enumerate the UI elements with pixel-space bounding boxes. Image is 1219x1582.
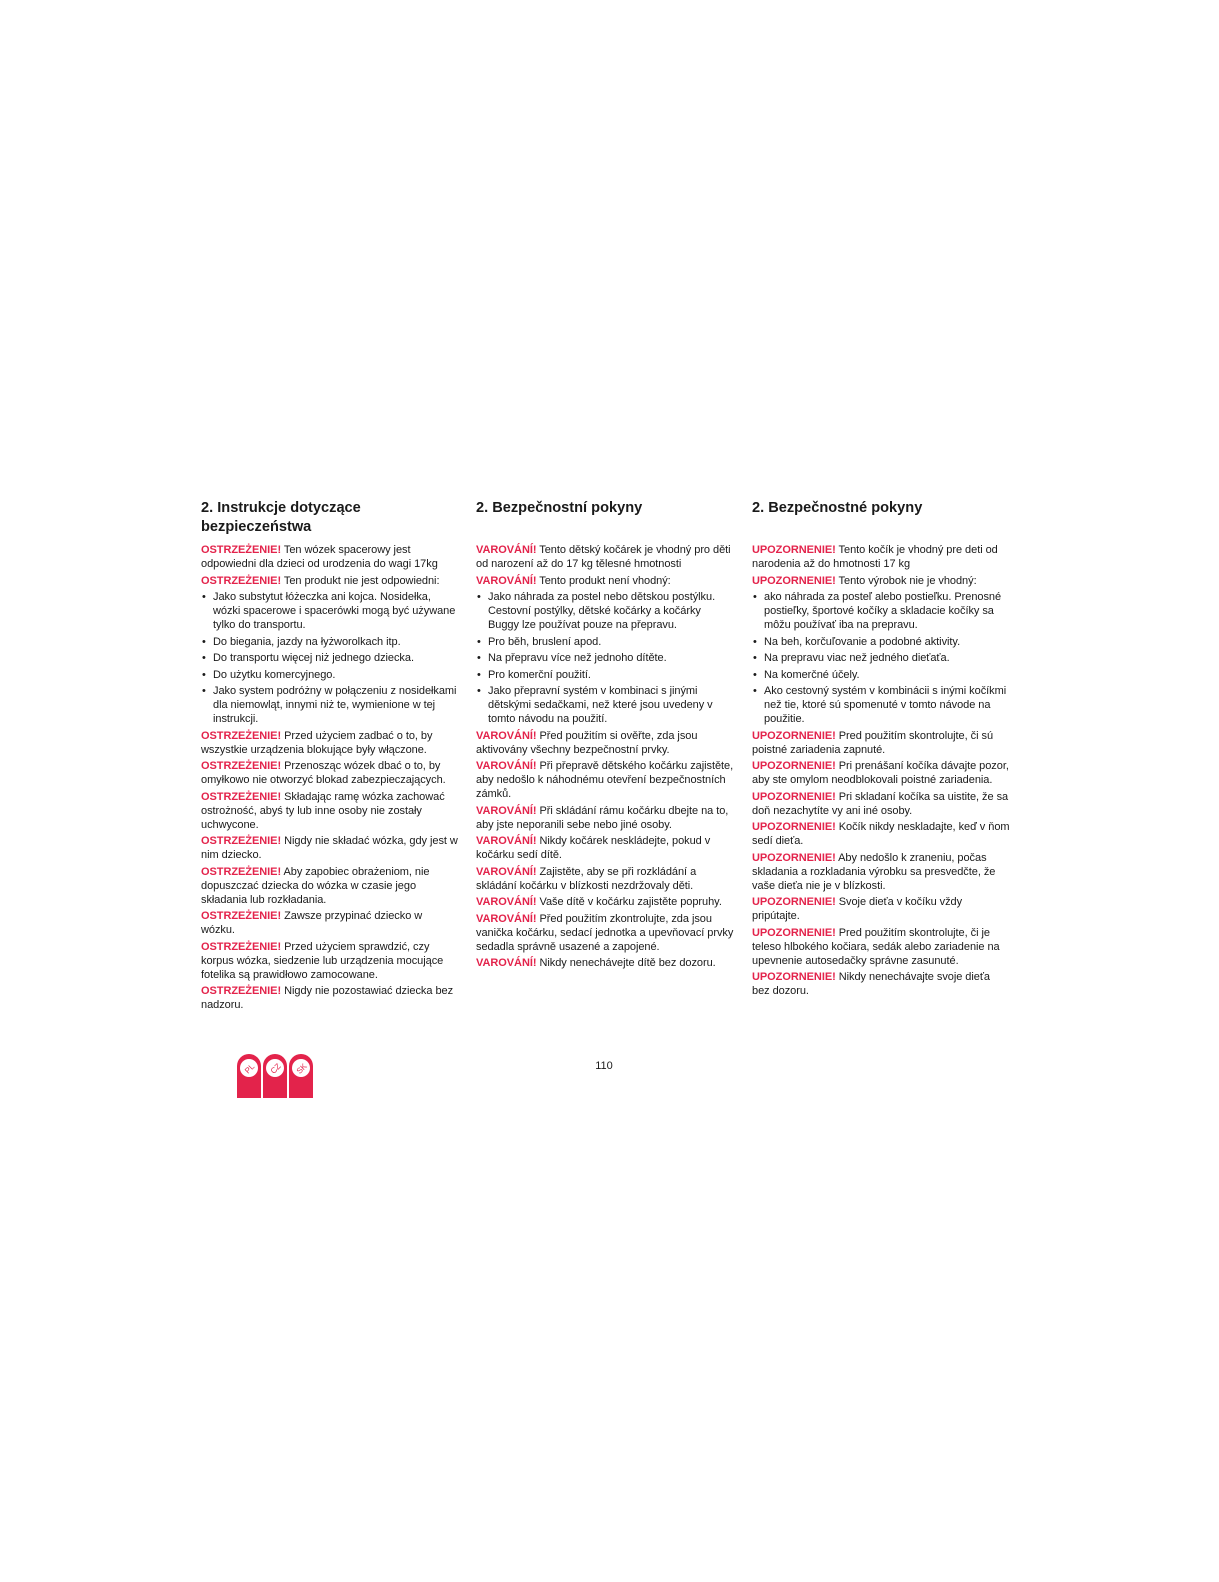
warning-paragraph bbox=[201, 729, 459, 757]
language-tab-pl bbox=[237, 1054, 261, 1098]
warning-text: Před použitím si ověřte, zda jsou aktivovány všechny bezpečnostní prvky. bbox=[476, 729, 698, 756]
warning-paragraph bbox=[752, 895, 1010, 923]
warning-label: UPOZORNENIE! bbox=[752, 851, 836, 864]
warning-text: Nigdy nie pozostawiać dziecka bez nadzoru. bbox=[201, 985, 454, 1011]
warning-text: Pred použitím skontrolujte, či sú poistné zariadenia zapnuté. bbox=[752, 729, 994, 756]
warning-paragraph bbox=[201, 543, 459, 571]
content-cz bbox=[476, 543, 734, 970]
language-tab-sk-label: SK bbox=[294, 1061, 309, 1076]
content-sk bbox=[752, 543, 1010, 998]
warning-text: Przenosząc wózek dbać o to, by omyłkowo nie otworzyć blokad zabezpieczających. bbox=[201, 760, 446, 786]
warning-text: Nigdy nie składać wózka, gdy jest w nim dziecko. bbox=[201, 835, 458, 861]
list-item: • Ako cestovný systém v kombinácii s inými kočíkmi než tie, ktoré sú spomenuté v tomto návode na použitie. bbox=[752, 684, 1010, 726]
warning-paragraph bbox=[752, 820, 1010, 848]
warning-label: UPOZORNENIE! bbox=[752, 896, 836, 908]
warning-paragraph bbox=[752, 543, 1010, 571]
warning-paragraph bbox=[476, 543, 734, 571]
warning-text: Ten wózek spacerowy jest odpowiedni dla dzieci od urodzenia do wagi 17kg bbox=[201, 544, 438, 570]
warning-label: OSTRZEŻENIE! bbox=[201, 760, 282, 772]
warning-paragraph bbox=[752, 729, 1010, 757]
list-item: • Do użytku komercyjnego. bbox=[201, 668, 459, 682]
warning-text: Zawsze przypinać dziecko w wózku. bbox=[201, 910, 423, 936]
warning-paragraph bbox=[752, 574, 1010, 588]
warning-paragraph bbox=[752, 926, 1010, 968]
warning-label: VAROVÁNÍ! bbox=[476, 804, 537, 817]
warning-label: UPOZORNENIE! bbox=[752, 544, 836, 556]
warning-text: Nikdy nenechávejte dítě bez dozoru. bbox=[536, 957, 716, 969]
list-item: • Na beh, korčuľovanie a podobné aktivity. bbox=[752, 635, 1010, 649]
warning-paragraph bbox=[201, 909, 459, 937]
warning-text: Nikdy kočárek neskládejte, pokud v kočárku sedí dítě. bbox=[476, 835, 711, 861]
warning-label: VAROVÁNÍ! bbox=[476, 835, 537, 847]
warning-label: VAROVÁNÍ! bbox=[476, 957, 537, 969]
warning-label: OSTRZEŻENIE! bbox=[201, 985, 282, 997]
unsuitable-uses-list bbox=[201, 590, 459, 726]
warning-label: VAROVÁNÍ! bbox=[476, 544, 537, 556]
warning-text: Tento produkt není vhodný: bbox=[536, 574, 671, 587]
warning-paragraph bbox=[201, 940, 459, 982]
warning-paragraph bbox=[476, 865, 734, 893]
section-heading-sk: 2. Bezpečnostné pokyny bbox=[752, 500, 923, 516]
warning-text: Svoje dieťa v kočíku vždy pripútajte. bbox=[752, 896, 963, 922]
page-number: 110 bbox=[595, 1060, 613, 1072]
warning-text: Nikdy nenechávajte svoje dieťa bez dozoru. bbox=[752, 971, 990, 997]
warning-text: Kočík nikdy neskladajte, keď v ňom sedí dieťa. bbox=[752, 821, 1010, 847]
warning-text: Pri skladaní kočíka sa uistite, že sa doň nezachytíte vy ani iné osoby. bbox=[752, 790, 1009, 817]
language-tab-cz bbox=[263, 1054, 287, 1098]
warning-text: Tento dětský kočárek je vhodný pro děti od narození až do 17 kg tělesné hmotnosti bbox=[476, 544, 731, 570]
warning-text: Przed użyciem sprawdzić, czy korpus wózka, siedzenie lub urządzenia mocujące fotelika są prawidłowo zamocowane. bbox=[201, 940, 444, 981]
warning-label: OSTRZEŻENIE! bbox=[201, 790, 282, 803]
list-item: • Pro běh, bruslení apod. bbox=[476, 635, 734, 649]
warning-paragraph bbox=[201, 574, 459, 588]
warning-paragraph bbox=[476, 834, 734, 862]
warning-paragraph bbox=[752, 759, 1010, 787]
warning-paragraph bbox=[201, 759, 459, 787]
content-pl bbox=[201, 543, 459, 1012]
column-pl bbox=[201, 499, 459, 1015]
warning-paragraph bbox=[752, 970, 1010, 998]
warning-label: VAROVÁNÍ! bbox=[476, 729, 537, 742]
warning-text: Vaše dítě v kočárku zajistěte popruhy. bbox=[536, 896, 722, 908]
list-item: • Jako přepravní systém v kombinaci s jinými dětskými sedačkami, než které jsou uvedeny v tomto návodu na použití. bbox=[476, 684, 734, 726]
list-item: • Na komerčné účely. bbox=[752, 668, 1010, 682]
warning-text: Tento kočík je vhodný pre deti od narodenia až do hmotnosti 17 kg bbox=[752, 544, 998, 570]
warning-label: OSTRZEŻENIE! bbox=[201, 940, 282, 953]
warning-text: Před použitím zkontrolujte, zda jsou vanička kočárku, sedací jednotka a upevňovací prvky sedadla správně usazené a zapojené. bbox=[476, 912, 734, 953]
list-item: • Jako system podróżny w połączeniu z nosidełkami dla niemowląt, innymi niż te, wymienione w tej instrukcji. bbox=[201, 684, 459, 726]
warning-paragraph bbox=[201, 790, 459, 832]
language-tab-cz-label: CZ bbox=[268, 1061, 283, 1076]
list-item: • Na přepravu více než jednoho dítěte. bbox=[476, 651, 734, 665]
warning-text: Ten produkt nie jest odpowiedni: bbox=[281, 574, 440, 587]
warning-paragraph bbox=[752, 851, 1010, 893]
warning-label: OSTRZEŻENIE! bbox=[201, 574, 282, 587]
language-tab-sk bbox=[289, 1054, 313, 1098]
warning-paragraph bbox=[476, 804, 734, 832]
warning-label: UPOZORNENIE! bbox=[752, 790, 836, 803]
warning-text: Pri prenášaní kočíka dávajte pozor, aby ste omylom neodblokovali poistné zariadenia. bbox=[752, 760, 1009, 786]
warning-label: UPOZORNENIE! bbox=[752, 574, 836, 587]
warning-label: VAROVÁNÍ! bbox=[476, 760, 537, 772]
warning-label: OSTRZEŻENIE! bbox=[201, 544, 282, 556]
warning-label: VAROVÁNÍ! bbox=[476, 574, 537, 587]
language-tab-pl-label: PL bbox=[243, 1062, 257, 1076]
warning-label: OSTRZEŻENIE! bbox=[201, 729, 282, 742]
warning-label: UPOZORNENIE! bbox=[752, 971, 836, 983]
warning-label: UPOZORNENIE! bbox=[752, 760, 836, 772]
warning-text: Tento výrobok nie je vhodný: bbox=[835, 574, 977, 587]
list-item: • Do biegania, jazdy na łyżworolkach itp. bbox=[201, 635, 459, 649]
warning-label: UPOZORNENIE! bbox=[752, 729, 836, 742]
column-cz bbox=[476, 499, 734, 973]
list-item: • Jako náhrada za postel nebo dětskou postýlku. Cestovní postýlky, dětské kočárky a kočárky Buggy lze používat pouze na přepravu. bbox=[476, 590, 734, 632]
warning-paragraph bbox=[476, 729, 734, 757]
warning-paragraph bbox=[476, 895, 734, 909]
warning-label: UPOZORNENIE! bbox=[752, 821, 836, 833]
column-sk bbox=[752, 499, 1010, 1001]
warning-paragraph bbox=[201, 984, 459, 1012]
section-heading-cz: 2. Bezpečnostní pokyny bbox=[476, 500, 643, 516]
warning-paragraph bbox=[476, 956, 734, 970]
list-item: • ako náhrada za posteľ alebo postieľku. Prenosné postieľky, športové kočíky a skladacie kočíky sa môžu používať iba na prepravu. bbox=[752, 590, 1010, 632]
warning-text: Při skládání rámu kočárku dbejte na to, aby jste neporanili sebe nebo jiné osoby. bbox=[476, 804, 729, 831]
list-item: • Do transportu więcej niż jednego dziecka. bbox=[201, 651, 459, 665]
warning-label: OSTRZEŻENIE! bbox=[201, 865, 282, 878]
warning-paragraph bbox=[476, 912, 734, 954]
warning-label: VAROVÁNÍ! bbox=[476, 865, 537, 878]
unsuitable-uses-list bbox=[476, 590, 734, 726]
warning-text: Aby zapobiec obrażeniom, nie dopuszczać dziecka do wózka w czasie jego składania lub rozkładania. bbox=[201, 865, 430, 906]
warning-label: VAROVÁNÍ! bbox=[476, 896, 537, 908]
warning-text: Zajistěte, aby se při rozkládání a skládání kočárku v blízkosti nezdržovaly děti. bbox=[476, 865, 697, 892]
warning-label: UPOZORNENIE! bbox=[752, 926, 836, 939]
warning-label: OSTRZEŻENIE! bbox=[201, 910, 282, 922]
warning-text: Składając ramę wózka zachować ostrożność, abyś ty lub inne osoby nie zostały uchwycone. bbox=[201, 790, 445, 831]
warning-text: Pred použitím skontrolujte, či je teleso hlbokého kočiara, sedák alebo zariadenie na upevnenie autosedačky správne zasunuté. bbox=[752, 926, 1000, 967]
section-heading-pl: 2. Instrukcje dotyczące bezpieczeństwa bbox=[201, 500, 361, 535]
list-item: • Na prepravu viac než jedného dieťaťa. bbox=[752, 651, 1010, 665]
warning-paragraph bbox=[201, 834, 459, 862]
warning-paragraph bbox=[476, 759, 734, 801]
warning-paragraph bbox=[752, 790, 1010, 818]
warning-label: VAROVÁNÍ! bbox=[476, 912, 537, 925]
warning-paragraph bbox=[201, 865, 459, 907]
warning-paragraph bbox=[476, 574, 734, 588]
list-item: • Jako substytut łóżeczka ani kojca. Nosidełka, wózki spacerowe i spacerówki mogą być używane tylko do transportu. bbox=[201, 590, 459, 632]
warning-text: Aby nedošlo k zraneniu, počas skladania a rozkladania výrobku sa presvedčte, že vaše dieťa nie je v blízkosti. bbox=[752, 851, 996, 892]
list-item: • Pro komerční použití. bbox=[476, 668, 734, 682]
warning-text: Przed użyciem zadbać o to, by wszystkie urządzenia blokujące były włączone. bbox=[201, 729, 433, 756]
warning-label: OSTRZEŻENIE! bbox=[201, 835, 282, 847]
warning-text: Při přepravě dětského kočárku zajistěte, aby nedošlo k náhodnému otevření bezpečnostních zámků. bbox=[476, 760, 734, 800]
unsuitable-uses-list bbox=[752, 590, 1010, 726]
